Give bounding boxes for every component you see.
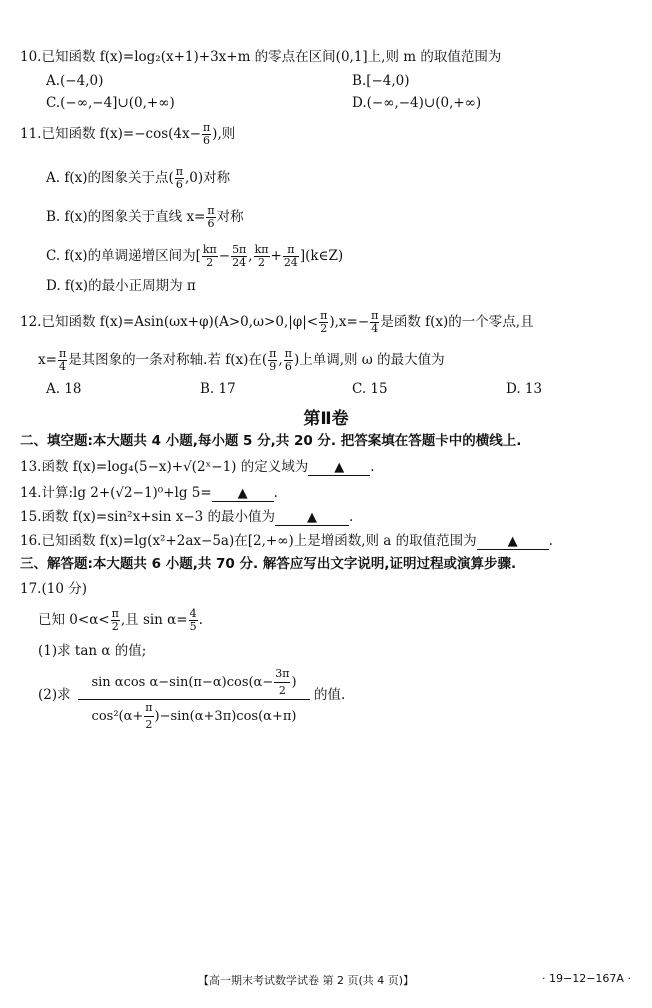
expression-denominator: cos²(α+ $\frac{\pi}{2}$ )−sin(α+3π)cos(α+π) (91, 701, 297, 731)
footer-page-info: 【高一期末考试数学试卷 第 2 页(共 4 页)】 (198, 974, 415, 987)
q11-option-c: C. f(x)的单调递增区间为[ $\frac{k\pi}{2}$ − $\frac{5\pi}{24}$ , $\frac{k\pi}{2}$ + $\frac{\pi}{24}$ ](k∈Z) (46, 243, 344, 269)
q10-option-a: A.(−4,0) (46, 73, 104, 89)
triangle-icon: ▲ (237, 486, 248, 501)
fraction: $\frac{\pi}{6}$ (202, 121, 211, 147)
q17-given: 已知 0<α< $\frac{\pi}{2}$ ,且 sin α= $\frac{4}{5}$ . (38, 607, 203, 633)
q17-part2-label: (2)求 (38, 687, 71, 703)
q10-option-d: D.(−∞,−4)∪(0,+∞) (352, 95, 482, 111)
q14: 14.计算:lg 2+(√2−1)⁰+lg 5= ▲ . (20, 485, 278, 501)
triangle-icon: ▲ (334, 460, 345, 475)
q11-option-a: A. f(x)的图象关于点( $\frac{\pi}{6}$ ,0)对称 (46, 165, 231, 191)
q17-part2-suffix: 的值. (314, 687, 346, 703)
q11-stem: 11.已知函数 f(x)=−cos(4x− $\frac{\pi}{6}$ ),则 (20, 121, 236, 147)
q17-head: 17.(10 分) (20, 581, 87, 597)
answer-blank (212, 486, 274, 502)
footer-code: · 19−12−167A · (542, 972, 631, 985)
q17-part1: (1)求 tan α 的值; (38, 643, 147, 659)
expression-numerator: sin αcos α−sin(π−α)cos(α− $\frac{3\pi}{2}$ ) (78, 668, 310, 700)
fill-in-header: 二、填空题:本大题共 4 小题,每小题 5 分,共 20 分. 把答案填在答题卡中的横线上. (20, 433, 522, 449)
part-title: 第Ⅱ卷 (303, 409, 349, 429)
triangle-icon: ▲ (507, 534, 518, 549)
q11-option-b: B. f(x)的图象关于直线 x= $\frac{\pi}{6}$ 对称 (46, 204, 244, 230)
q12-option-b: B. 17 (200, 381, 236, 397)
q12-stem-line2: x= $\frac{\pi}{4}$ 是其图象的一条对称轴.若 f(x)在( $\frac{\pi}{9}$ , $\frac{\pi}{6}$ )上单调,则 ω 的最大值为 (38, 347, 445, 373)
q10-option-c: C.(−∞,−4]∪(0,+∞) (46, 95, 175, 111)
q10-option-b: B.[−4,0) (352, 73, 410, 89)
q11-option-d: D. f(x)的最小正周期为 π (46, 278, 196, 294)
q10-stem: 10.已知函数 f(x)=log₂(x+1)+3x+m 的零点在区间(0,1]上,则 m 的取值范围为 (20, 49, 502, 65)
q12-option-a: A. 18 (46, 381, 82, 397)
answer-blank (308, 460, 370, 476)
q15: 15.函数 f(x)=sin²x+sin x−3 的最小值为 ▲ . (20, 509, 354, 525)
answer-blank (477, 534, 549, 550)
q12-option-d: D. 13 (506, 381, 543, 397)
q13: 13.函数 f(x)=log₄(5−x)+√(2ˣ−1) 的定义域为 ▲ . (20, 459, 375, 475)
triangle-icon: ▲ (307, 510, 318, 525)
q17-expression (78, 668, 310, 731)
q12-stem-line1: 12.已知函数 f(x)=Asin(ωx+φ)(A>0,ω>0,|φ|< $\frac{\pi}{2}$ ),x=− $\frac{\pi}{4}$ 是函数 f(x)的一个零点,且 (20, 309, 534, 335)
q16: 16.已知函数 f(x)=lg(x²+2ax−5a)在[2,+∞)上是增函数,则 a 的取值范围为 ▲ . (20, 533, 553, 549)
answer-blank (275, 510, 349, 526)
solve-header: 三、解答题:本大题共 6 小题,共 70 分. 解答应写出文字说明,证明过程或演算步骤. (20, 556, 517, 572)
q12-option-c: C. 15 (352, 381, 388, 397)
